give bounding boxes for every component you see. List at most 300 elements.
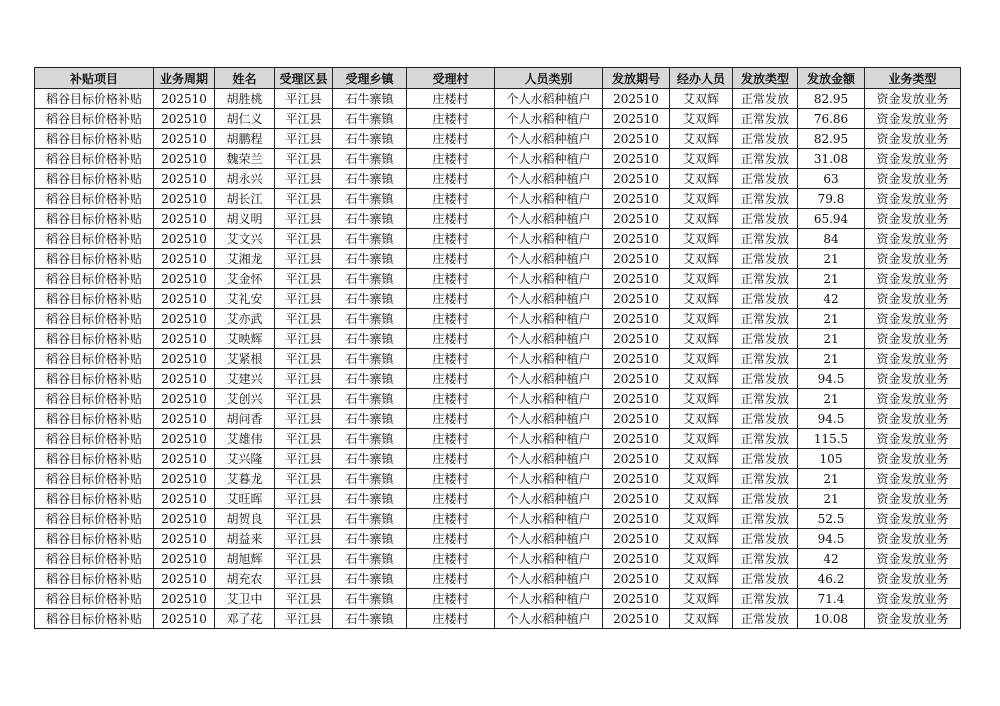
table-row	[35, 89, 961, 109]
table-row	[35, 609, 961, 629]
table-cell: 正常发放	[733, 609, 798, 629]
table-cell: 202510	[154, 609, 215, 629]
table-cell: 资金发放业务	[865, 469, 961, 489]
table-cell: 202510	[603, 529, 670, 549]
table-cell: 石牛寨镇	[333, 229, 407, 249]
table-body	[35, 89, 961, 629]
column-header: 经办人员	[670, 68, 733, 89]
table-cell: 正常发放	[733, 269, 798, 289]
table-cell: 个人水稻种植户	[495, 169, 603, 189]
table-cell: 石牛寨镇	[333, 129, 407, 149]
table-cell: 艾雄伟	[215, 429, 275, 449]
table-row	[35, 249, 961, 269]
table-row	[35, 289, 961, 309]
table-cell: 石牛寨镇	[333, 489, 407, 509]
table-cell: 石牛寨镇	[333, 389, 407, 409]
table-cell: 202510	[154, 589, 215, 609]
column-header: 受理区县	[275, 68, 333, 89]
table-cell: 个人水稻种植户	[495, 469, 603, 489]
table-cell: 正常发放	[733, 229, 798, 249]
table-cell: 正常发放	[733, 569, 798, 589]
table-cell: 202510	[154, 349, 215, 369]
table-cell: 202510	[154, 149, 215, 169]
table-cell: 庄楼村	[407, 109, 495, 129]
table-cell: 202510	[154, 229, 215, 249]
table-cell: 石牛寨镇	[333, 549, 407, 569]
table-cell: 202510	[154, 489, 215, 509]
table-cell: 正常发放	[733, 509, 798, 529]
table-cell: 稻谷目标价格补贴	[35, 109, 154, 129]
table-cell: 稻谷目标价格补贴	[35, 349, 154, 369]
table-cell: 胡永兴	[215, 169, 275, 189]
table-cell: 资金发放业务	[865, 189, 961, 209]
table-cell: 202510	[603, 349, 670, 369]
table-cell: 艾双辉	[670, 449, 733, 469]
table-row	[35, 449, 961, 469]
table-cell: 202510	[154, 89, 215, 109]
table-cell: 平江县	[275, 329, 333, 349]
table-cell: 52.5	[798, 509, 865, 529]
table-cell: 胡益来	[215, 529, 275, 549]
table-cell: 胡胜桃	[215, 89, 275, 109]
table-cell: 胡贺良	[215, 509, 275, 529]
table-cell: 个人水稻种植户	[495, 129, 603, 149]
table-row	[35, 349, 961, 369]
table-cell: 202510	[603, 469, 670, 489]
table-cell: 稻谷目标价格补贴	[35, 329, 154, 349]
table-cell: 稻谷目标价格补贴	[35, 169, 154, 189]
table-cell: 胡鹏程	[215, 129, 275, 149]
table-cell: 石牛寨镇	[333, 289, 407, 309]
table-cell: 资金发放业务	[865, 389, 961, 409]
table-cell: 艾湘龙	[215, 249, 275, 269]
table-cell: 平江县	[275, 349, 333, 369]
table-row	[35, 569, 961, 589]
table-cell: 42	[798, 289, 865, 309]
table-cell: 正常发放	[733, 469, 798, 489]
subsidy-table-container	[34, 67, 960, 629]
table-cell: 202510	[603, 89, 670, 109]
table-cell: 庄楼村	[407, 209, 495, 229]
table-cell: 艾双辉	[670, 489, 733, 509]
table-row	[35, 549, 961, 569]
table-cell: 个人水稻种植户	[495, 429, 603, 449]
table-cell: 资金发放业务	[865, 109, 961, 129]
table-cell: 艾亦武	[215, 309, 275, 329]
table-cell: 艾双辉	[670, 509, 733, 529]
table-cell: 稻谷目标价格补贴	[35, 229, 154, 249]
column-header: 发放金额	[798, 68, 865, 89]
table-cell: 个人水稻种植户	[495, 249, 603, 269]
table-cell: 个人水稻种植户	[495, 109, 603, 129]
table-cell: 艾文兴	[215, 229, 275, 249]
table-row	[35, 389, 961, 409]
table-cell: 艾双辉	[670, 349, 733, 369]
column-header: 发放类型	[733, 68, 798, 89]
table-cell: 艾紧根	[215, 349, 275, 369]
table-cell: 94.5	[798, 369, 865, 389]
table-cell: 21	[798, 249, 865, 269]
table-cell: 资金发放业务	[865, 169, 961, 189]
table-cell: 21	[798, 329, 865, 349]
table-cell: 正常发放	[733, 489, 798, 509]
table-cell: 稻谷目标价格补贴	[35, 269, 154, 289]
table-cell: 庄楼村	[407, 409, 495, 429]
table-row	[35, 309, 961, 329]
table-cell: 202510	[154, 269, 215, 289]
table-cell: 资金发放业务	[865, 269, 961, 289]
table-cell: 稻谷目标价格补贴	[35, 89, 154, 109]
table-cell: 资金发放业务	[865, 209, 961, 229]
table-cell: 个人水稻种植户	[495, 529, 603, 549]
table-cell: 正常发放	[733, 309, 798, 329]
table-cell: 个人水稻种植户	[495, 269, 603, 289]
table-cell: 石牛寨镇	[333, 169, 407, 189]
table-cell: 202510	[154, 169, 215, 189]
table-cell: 石牛寨镇	[333, 409, 407, 429]
table-cell: 63	[798, 169, 865, 189]
table-cell: 202510	[154, 429, 215, 449]
table-cell: 石牛寨镇	[333, 89, 407, 109]
table-cell: 石牛寨镇	[333, 329, 407, 349]
table-cell: 石牛寨镇	[333, 469, 407, 489]
table-row	[35, 409, 961, 429]
table-cell: 庄楼村	[407, 549, 495, 569]
table-cell: 82.95	[798, 89, 865, 109]
table-cell: 正常发放	[733, 589, 798, 609]
table-cell: 平江县	[275, 369, 333, 389]
table-cell: 稻谷目标价格补贴	[35, 509, 154, 529]
table-cell: 平江县	[275, 229, 333, 249]
table-cell: 平江县	[275, 129, 333, 149]
table-cell: 石牛寨镇	[333, 509, 407, 529]
table-cell: 202510	[154, 309, 215, 329]
table-cell: 个人水稻种植户	[495, 309, 603, 329]
table-cell: 84	[798, 229, 865, 249]
table-cell: 艾双辉	[670, 209, 733, 229]
table-cell: 21	[798, 269, 865, 289]
table-cell: 202510	[603, 129, 670, 149]
table-cell: 稻谷目标价格补贴	[35, 129, 154, 149]
table-cell: 资金发放业务	[865, 549, 961, 569]
table-cell: 石牛寨镇	[333, 209, 407, 229]
table-cell: 艾双辉	[670, 89, 733, 109]
table-cell: 平江县	[275, 509, 333, 529]
table-cell: 个人水稻种植户	[495, 329, 603, 349]
table-cell: 庄楼村	[407, 569, 495, 589]
table-row	[35, 109, 961, 129]
table-cell: 胡长江	[215, 189, 275, 209]
table-cell: 艾创兴	[215, 389, 275, 409]
table-cell: 艾双辉	[670, 149, 733, 169]
table-cell: 庄楼村	[407, 309, 495, 329]
table-cell: 平江县	[275, 289, 333, 309]
table-cell: 稻谷目标价格补贴	[35, 429, 154, 449]
table-cell: 资金发放业务	[865, 449, 961, 469]
table-cell: 202510	[603, 189, 670, 209]
table-cell: 资金发放业务	[865, 89, 961, 109]
table-cell: 艾双辉	[670, 309, 733, 329]
table-cell: 65.94	[798, 209, 865, 229]
table-cell: 个人水稻种植户	[495, 589, 603, 609]
column-header: 业务周期	[154, 68, 215, 89]
table-cell: 个人水稻种植户	[495, 389, 603, 409]
table-cell: 庄楼村	[407, 489, 495, 509]
table-cell: 艾双辉	[670, 369, 733, 389]
table-cell: 个人水稻种植户	[495, 209, 603, 229]
table-cell: 资金发放业务	[865, 309, 961, 329]
table-cell: 202510	[603, 589, 670, 609]
table-cell: 平江县	[275, 409, 333, 429]
table-cell: 202510	[154, 289, 215, 309]
table-cell: 个人水稻种植户	[495, 509, 603, 529]
table-cell: 平江县	[275, 589, 333, 609]
table-cell: 稻谷目标价格补贴	[35, 569, 154, 589]
table-cell: 202510	[154, 449, 215, 469]
table-cell: 胡充农	[215, 569, 275, 589]
table-cell: 艾双辉	[670, 469, 733, 489]
table-cell: 平江县	[275, 309, 333, 329]
table-cell: 艾礼安	[215, 289, 275, 309]
table-row	[35, 429, 961, 449]
table-cell: 胡义明	[215, 209, 275, 229]
table-cell: 艾双辉	[670, 429, 733, 449]
table-cell: 202510	[603, 109, 670, 129]
table-cell: 202510	[603, 269, 670, 289]
table-cell: 庄楼村	[407, 609, 495, 629]
table-cell: 艾双辉	[670, 609, 733, 629]
table-cell: 正常发放	[733, 89, 798, 109]
table-cell: 平江县	[275, 549, 333, 569]
table-cell: 平江县	[275, 109, 333, 129]
table-cell: 正常发放	[733, 149, 798, 169]
table-cell: 平江县	[275, 529, 333, 549]
table-cell: 202510	[603, 569, 670, 589]
table-cell: 正常发放	[733, 109, 798, 129]
table-cell: 202510	[603, 169, 670, 189]
table-cell: 庄楼村	[407, 529, 495, 549]
table-cell: 庄楼村	[407, 229, 495, 249]
table-row	[35, 509, 961, 529]
table-cell: 个人水稻种植户	[495, 289, 603, 309]
table-cell: 庄楼村	[407, 429, 495, 449]
table-cell: 76.86	[798, 109, 865, 129]
table-cell: 正常发放	[733, 389, 798, 409]
table-cell: 艾双辉	[670, 189, 733, 209]
table-cell: 艾双辉	[670, 409, 733, 429]
table-cell: 资金发放业务	[865, 569, 961, 589]
table-cell: 魏荣兰	[215, 149, 275, 169]
table-cell: 202510	[603, 309, 670, 329]
table-cell: 资金发放业务	[865, 349, 961, 369]
table-cell: 正常发放	[733, 189, 798, 209]
table-cell: 个人水稻种植户	[495, 349, 603, 369]
table-cell: 21	[798, 349, 865, 369]
table-cell: 202510	[154, 329, 215, 349]
table-cell: 资金发放业务	[865, 329, 961, 349]
column-header: 姓名	[215, 68, 275, 89]
table-cell: 资金发放业务	[865, 529, 961, 549]
table-cell: 正常发放	[733, 409, 798, 429]
table-cell: 21	[798, 389, 865, 409]
table-cell: 平江县	[275, 189, 333, 209]
table-cell: 庄楼村	[407, 469, 495, 489]
table-cell: 个人水稻种植户	[495, 369, 603, 389]
table-cell: 艾暮龙	[215, 469, 275, 489]
table-cell: 稻谷目标价格补贴	[35, 469, 154, 489]
table-cell: 石牛寨镇	[333, 569, 407, 589]
table-cell: 胡仁义	[215, 109, 275, 129]
table-cell: 平江县	[275, 609, 333, 629]
table-cell: 资金发放业务	[865, 429, 961, 449]
column-header: 补贴项目	[35, 68, 154, 89]
table-cell: 资金发放业务	[865, 289, 961, 309]
table-cell: 稻谷目标价格补贴	[35, 529, 154, 549]
table-cell: 艾卫中	[215, 589, 275, 609]
table-cell: 石牛寨镇	[333, 269, 407, 289]
table-cell: 稻谷目标价格补贴	[35, 389, 154, 409]
table-cell: 艾双辉	[670, 269, 733, 289]
table-cell: 资金发放业务	[865, 249, 961, 269]
table-cell: 正常发放	[733, 129, 798, 149]
table-cell: 21	[798, 469, 865, 489]
table-cell: 资金发放业务	[865, 229, 961, 249]
table-cell: 平江县	[275, 249, 333, 269]
table-cell: 稻谷目标价格补贴	[35, 249, 154, 269]
table-cell: 稻谷目标价格补贴	[35, 309, 154, 329]
table-cell: 庄楼村	[407, 589, 495, 609]
table-cell: 正常发放	[733, 449, 798, 469]
table-cell: 202510	[154, 569, 215, 589]
table-cell: 平江县	[275, 89, 333, 109]
table-cell: 平江县	[275, 449, 333, 469]
table-cell: 202510	[603, 209, 670, 229]
table-cell: 胡旭辉	[215, 549, 275, 569]
table-cell: 202510	[603, 409, 670, 429]
table-cell: 平江县	[275, 269, 333, 289]
table-cell: 石牛寨镇	[333, 589, 407, 609]
table-cell: 202510	[154, 389, 215, 409]
table-cell: 艾双辉	[670, 229, 733, 249]
table-cell: 庄楼村	[407, 89, 495, 109]
table-cell: 稻谷目标价格补贴	[35, 289, 154, 309]
column-header: 人员类别	[495, 68, 603, 89]
table-cell: 平江县	[275, 569, 333, 589]
table-cell: 202510	[154, 529, 215, 549]
table-cell: 庄楼村	[407, 509, 495, 529]
table-row	[35, 529, 961, 549]
table-cell: 石牛寨镇	[333, 349, 407, 369]
table-cell: 正常发放	[733, 329, 798, 349]
table-cell: 21	[798, 489, 865, 509]
table-cell: 个人水稻种植户	[495, 89, 603, 109]
table-row	[35, 129, 961, 149]
table-cell: 艾双辉	[670, 109, 733, 129]
subsidy-table	[34, 67, 961, 629]
table-cell: 稻谷目标价格补贴	[35, 589, 154, 609]
table-cell: 202510	[603, 489, 670, 509]
table-cell: 71.4	[798, 589, 865, 609]
table-cell: 庄楼村	[407, 349, 495, 369]
table-cell: 稻谷目标价格补贴	[35, 189, 154, 209]
table-cell: 艾金怀	[215, 269, 275, 289]
table-cell: 平江县	[275, 209, 333, 229]
table-cell: 石牛寨镇	[333, 309, 407, 329]
table-cell: 202510	[603, 229, 670, 249]
table-cell: 艾双辉	[670, 289, 733, 309]
table-cell: 个人水稻种植户	[495, 549, 603, 569]
table-row	[35, 169, 961, 189]
table-cell: 庄楼村	[407, 129, 495, 149]
table-cell: 202510	[154, 509, 215, 529]
table-cell: 202510	[154, 249, 215, 269]
table-cell: 资金发放业务	[865, 609, 961, 629]
table-cell: 平江县	[275, 149, 333, 169]
table-cell: 个人水稻种植户	[495, 449, 603, 469]
table-cell: 94.5	[798, 409, 865, 429]
column-header: 受理村	[407, 68, 495, 89]
table-cell: 个人水稻种植户	[495, 149, 603, 169]
table-cell: 稻谷目标价格补贴	[35, 489, 154, 509]
table-cell: 个人水稻种植户	[495, 189, 603, 209]
table-cell: 艾兴隆	[215, 449, 275, 469]
table-cell: 个人水稻种植户	[495, 229, 603, 249]
table-cell: 202510	[603, 249, 670, 269]
table-cell: 202510	[603, 149, 670, 169]
table-cell: 202510	[603, 509, 670, 529]
table-cell: 202510	[154, 369, 215, 389]
table-cell: 稻谷目标价格补贴	[35, 209, 154, 229]
table-cell: 正常发放	[733, 549, 798, 569]
table-cell: 庄楼村	[407, 449, 495, 469]
table-cell: 平江县	[275, 389, 333, 409]
table-cell: 正常发放	[733, 429, 798, 449]
table-cell: 平江县	[275, 169, 333, 189]
table-cell: 个人水稻种植户	[495, 489, 603, 509]
table-cell: 稻谷目标价格补贴	[35, 449, 154, 469]
table-cell: 资金发放业务	[865, 509, 961, 529]
table-cell: 艾双辉	[670, 169, 733, 189]
table-cell: 10.08	[798, 609, 865, 629]
table-cell: 石牛寨镇	[333, 189, 407, 209]
table-cell: 正常发放	[733, 249, 798, 269]
table-cell: 31.08	[798, 149, 865, 169]
table-cell: 胡问香	[215, 409, 275, 429]
table-cell: 石牛寨镇	[333, 609, 407, 629]
table-cell: 庄楼村	[407, 169, 495, 189]
table-cell: 资金发放业务	[865, 149, 961, 169]
table-cell: 资金发放业务	[865, 409, 961, 429]
table-cell: 庄楼村	[407, 269, 495, 289]
table-cell: 石牛寨镇	[333, 529, 407, 549]
table-cell: 庄楼村	[407, 289, 495, 309]
table-cell: 艾双辉	[670, 249, 733, 269]
table-cell: 邓了花	[215, 609, 275, 629]
table-cell: 艾旺晖	[215, 489, 275, 509]
table-cell: 稻谷目标价格补贴	[35, 609, 154, 629]
table-cell: 115.5	[798, 429, 865, 449]
column-header: 业务类型	[865, 68, 961, 89]
table-cell: 石牛寨镇	[333, 249, 407, 269]
table-cell: 艾双辉	[670, 589, 733, 609]
table-row	[35, 229, 961, 249]
table-cell: 艾双辉	[670, 549, 733, 569]
table-cell: 庄楼村	[407, 149, 495, 169]
table-row	[35, 189, 961, 209]
table-cell: 202510	[154, 109, 215, 129]
table-row	[35, 269, 961, 289]
table-row	[35, 329, 961, 349]
